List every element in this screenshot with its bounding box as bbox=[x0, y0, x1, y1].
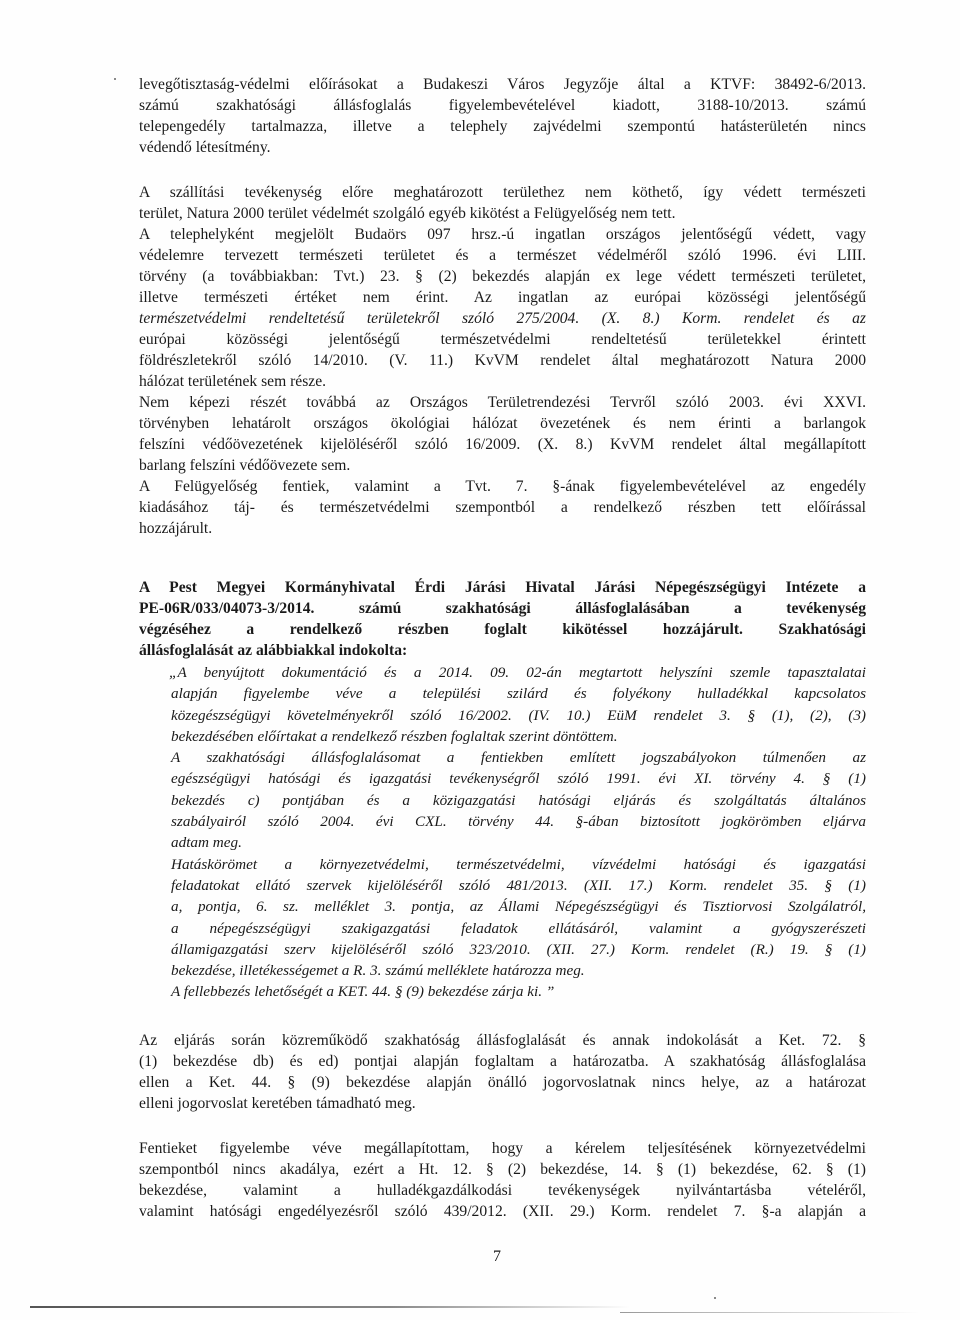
text-line: adtam meg. bbox=[171, 834, 242, 852]
bottom-edge-line bbox=[30, 1306, 630, 1308]
text-line: „A benyújtott dokumentáció és a 2014. 09. 02-án megtartott helyszíni szemle tapasztalatai bbox=[169, 664, 866, 681]
paragraph-health-authority bbox=[139, 577, 866, 661]
page-number: 7 bbox=[493, 1248, 501, 1265]
text-line: ellen a Ket. 44. § (9) bekezdése alapján önálló jogorvoslatnak nincs helye, az a határozat bbox=[139, 1074, 866, 1091]
text-line: terület, Natura 2000 terület védelmét szolgáló egyéb kikötést a Felügyelőség nem tett. bbox=[139, 205, 676, 222]
text-line: Fentieket figyelembe véve megállapítottam, hogy a kérelem teljesítésének környezetvédelmi bbox=[139, 1140, 866, 1157]
text-line: bekezdése, valamint a hulladékgazdálkodási tevékenységek nyilvántartásba vételéről, bbox=[139, 1182, 866, 1199]
text-line: PE-06R/033/04073-3/2014. számú szakhatósági állásfoglalásában a tevékenység bbox=[139, 600, 866, 617]
text-line: elleni jogorvoslat keretében támadható meg. bbox=[139, 1095, 416, 1112]
text-line: illetve természeti értéket nem érint. Az ingatlan az európai közösségi jelentőségű bbox=[139, 289, 866, 306]
text-line: védendő létesítmény. bbox=[139, 139, 271, 156]
text-line: államigazgatási szerv kijelöléséről szóló 323/2010. (XII. 27.) Korm. rendelet (R.) 19. § (1) bbox=[171, 940, 866, 958]
text-line: alapján figyelembe véve a települési szilárd és folyékony hulladékkal kapcsolatos bbox=[171, 685, 866, 703]
text-line: feladatokat ellátó szervek kijelöléséről szóló 481/2013. (XII. 17.) Korm. rendelet 35. § (1) bbox=[171, 876, 866, 894]
text-line: A fellebbezés lehetőségét a KET. 44. § (9) bekezdése zárja ki. ” bbox=[171, 983, 555, 1001]
text-line: valamint hatósági engedélyezésről szóló 439/2012. (XII. 29.) Korm. rendelet 7. §-a alapján a bbox=[139, 1203, 866, 1220]
text-line: védelemre tervezett természeti területet és a természet védelméről szóló 1996. évi LIII. bbox=[139, 247, 866, 264]
text-line: hálózat területének sem része. bbox=[139, 373, 327, 390]
text-line: Az eljárás során közreműködő szakhatóság állásfoglalását és annak indokolását a Ket. 72. § bbox=[139, 1032, 866, 1049]
text-line: barlang felszíni védőövezete sem. bbox=[139, 457, 351, 474]
text-line: bekezdés c) pontjában és a közigazgatási hatósági eljárás és szolgáltatás általános bbox=[171, 791, 866, 809]
bottom-edge-line-faint bbox=[620, 1312, 920, 1313]
text-line: törvény (a továbbiakban: Tvt.) 23. § (2) bekezdés alapján ex lege védett természeti területet, bbox=[139, 268, 866, 285]
text-line: A szállítási tevékenység előre meghatározott területhez nem köthető, így védett természeti bbox=[139, 184, 866, 201]
text-line: szempontból nincs akadálya, ezért a Ht. 12. § (2) bekezdése, 14. § (1) bekezdése, 62. § (1) bbox=[139, 1161, 866, 1178]
text-line: A telephelyként megjelölt Budaörs 097 hrsz.-ú ingatlan országos jelentőségű védett, vagy bbox=[139, 226, 866, 243]
text-line: természetvédelmi rendeltetésű területekről szóló 275/2004. (X. 8.) Korm. rendelet és az bbox=[139, 310, 866, 327]
paragraph-air-quality bbox=[139, 74, 866, 158]
paragraph-conclusion bbox=[139, 1138, 866, 1222]
text-line: A Pest Megyei Kormányhivatal Érdi Járási Hivatal Járási Népegészségügyi Intézete a bbox=[139, 579, 866, 596]
text-line: bekezdésében előírtakat a rendelkező részben foglaltak szerint döntöttem. bbox=[171, 727, 618, 745]
text-line: szabályairól szóló 2004. évi CXL. törvény 44. §-ában biztosított jogkörömben eljárva bbox=[171, 813, 866, 831]
text-line: számú szakhatósági állásfoglalás figyelembevételével kiadott, 3188-10/2013. számú bbox=[139, 97, 866, 114]
scan-speck bbox=[114, 78, 116, 80]
paragraph-procedure bbox=[139, 1030, 866, 1114]
text-line: A Felügyelőség fentiek, valamint a Tvt. 7. §-ának figyelembevételével az engedély bbox=[139, 478, 866, 495]
paragraph-nature-protection bbox=[139, 182, 866, 539]
text-line: Hatáskörömet a környezetvédelmi, természetvédelmi, vízvédelmi hatósági és igazgatási bbox=[171, 855, 866, 873]
text-line: A szakhatósági állásfoglalásomat a fentiekben említett jogszabályokon túlmenően az bbox=[171, 749, 866, 767]
text-line: bekezdése, illetékességemet a R. 3. számú melléklete határozza meg. bbox=[171, 962, 585, 980]
text-line: hozzájárult. bbox=[139, 520, 213, 537]
text-line: levegőtisztaság-védelmi előírásokat a Budakeszi Város Jegyzője által a KTVF: 38492-6/2013. bbox=[139, 76, 866, 93]
scan-speck bbox=[714, 1297, 716, 1299]
text-line: végzéséhez a rendelkező részben foglalt kikötéssel hozzájárult. Szakhatósági bbox=[139, 621, 866, 638]
text-line: Nem képezi részét továbbá az Országos Területrendezési Tervről szóló 2003. évi XXVI. bbox=[139, 394, 866, 411]
text-line: törvényben lehatárolt országos ökológiai hálózat övezetének és nem érinti a barlangok bbox=[139, 415, 866, 432]
text-line: telepengedély tartalmazza, illetve a telephely zajvédelmi szempontú hatásterületén nincs bbox=[139, 118, 866, 135]
text-line: egészségügyi hatósági és igazgatási tevékenységről szóló 1991. évi XI. törvény 4. § (1) bbox=[171, 770, 866, 788]
text-line: állásfoglalását az alábbiakkal indokolta: bbox=[139, 642, 408, 659]
text-line: felszíni védőövezetének kijelöléséről szóló 16/2009. (X. 8.) KvVM rendelet által megállapított bbox=[139, 436, 866, 453]
text-line: közegészségügyi követelményekről szóló 16/2002. (IV. 10.) EüM rendelet 3. § (1), (2), (3) bbox=[171, 706, 866, 724]
text-line: kiadásához táj- és természetvédelmi szempontból a rendelkező részben tett előírással bbox=[139, 499, 866, 516]
text-line: a népegészségügyi szakigazgatási feladatok ellátásáról, valamint a gyógyszerészeti bbox=[171, 919, 866, 937]
text-line: (1) bekezdése db) és ed) pontjai alapján foglaltam a határozatba. A szakhatóság állásfoglalása bbox=[139, 1053, 866, 1070]
text-line: európai közösségi jelentőségű természetvédelmi rendeltetésű területekkel érintett bbox=[139, 331, 866, 348]
quoted-reasoning bbox=[139, 662, 866, 1003]
text-line: a, pontja, 6. sz. melléklet 3. pontja, az Állami Népegészségügyi és Tisztiorvosi Szolgálatról, bbox=[171, 898, 866, 916]
text-line: földrészletekről szóló 14/2010. (V. 11.) KvVM rendelet által meghatározott Natura 2000 bbox=[139, 352, 866, 369]
